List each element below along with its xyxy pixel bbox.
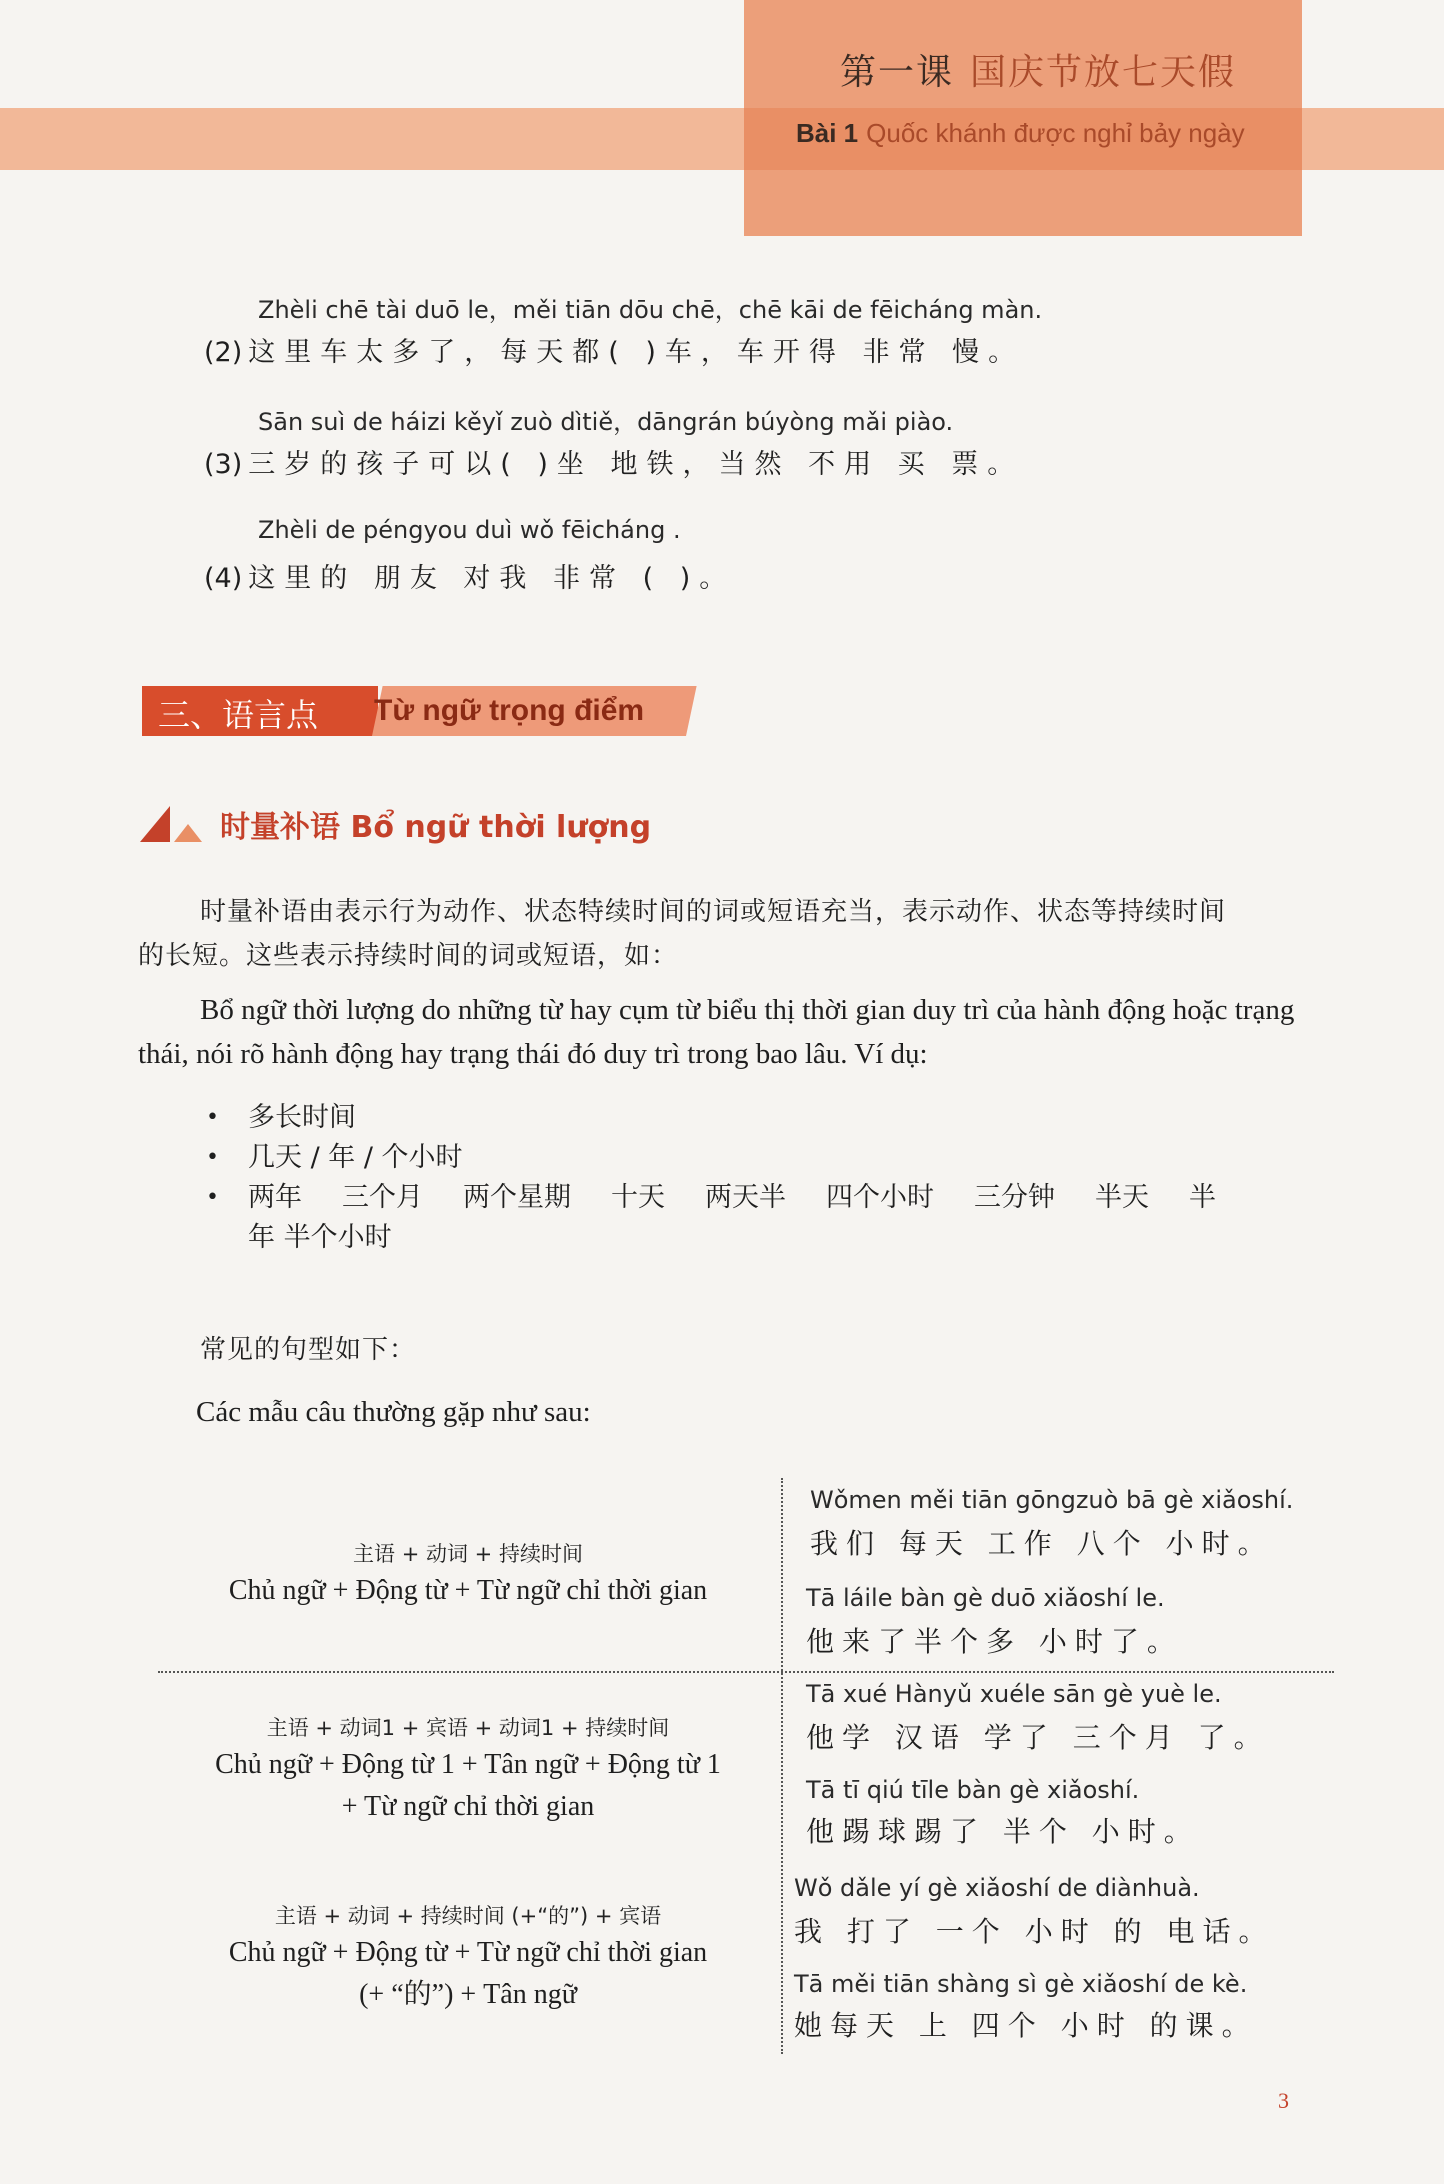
pattern-3 (160, 1900, 776, 2016)
pattern-1-cn: 主语 + 动词 + 持续时间 (353, 1542, 583, 1566)
intro-vi-line-2: thái, nói rõ hành động hay trạng thái đó duy trì trong bao lâu. Ví dụ: (138, 1038, 928, 1070)
intro-cn-line-2: 的长短。这些表示持续时间的词或短语，如： (138, 941, 679, 971)
pattern-1-example-1-pinyin: Wǒmen měi tiān gōngzuò bā gè xiǎoshí. (810, 1486, 1294, 1514)
list-item: • 几天 / 年 / 个小时 (206, 1142, 463, 1173)
section-heading-vi: Từ ngữ trọng điểm (374, 694, 645, 727)
pattern-1-example-1-chinese: 我们 每天 工作 八个 小时。 (810, 1527, 1274, 1560)
exercise-2-sentence: 这里车太多了，每天都( )车，车开得 非常 慢。 (248, 337, 1025, 368)
pattern-3-example-2-chinese: 她每天 上 四个 小时 的课。 (794, 2009, 1258, 2042)
pattern-1-vi: Chủ ngữ + Động từ + Từ ngữ chỉ thời gian (228, 1575, 708, 1606)
triangle-bullet-icon (140, 806, 202, 842)
pattern-2-example-2-chinese: 他踢球踢了 半个 小时。 (806, 1815, 1200, 1848)
pattern-3-vi-line-2: (+ “的”) + Tân ngữ (359, 1979, 577, 2010)
page-number: 3 (1278, 2088, 1289, 2113)
pattern-1 (160, 1538, 776, 1612)
pattern-1-example-2-pinyin: Tā láile bàn gè duō xiǎoshí le. (806, 1584, 1165, 1612)
exercise-2-pinyin: Zhèli chē tài duō le，měi tiān dōu chē，chē kāi de fēicháng màn. (258, 296, 1043, 324)
lesson-name-vi: Quốc khánh được nghỉ bảy ngày (866, 118, 1245, 148)
exercise-3-number: (3) (204, 449, 243, 480)
topic-title (220, 802, 651, 846)
exercise-2-number: (2) (204, 337, 243, 368)
lesson-title-cn (840, 44, 1236, 95)
exercise-4-chinese (204, 556, 735, 595)
pattern-2-example-1-pinyin: Tā xué Hànyǔ xuéle sān gè yuè le. (806, 1680, 1222, 1708)
table-column-divider (781, 1478, 783, 2054)
pattern-3-example-2-pinyin: Tā měi tiān shàng sì gè xiǎoshí de kè. (794, 1970, 1248, 1998)
pattern-3-cn: 主语 + 动词 + 持续时间 (+“的”) + 宾语 (274, 1904, 662, 1928)
exercise-3-sentence: 三岁的孩子可以( )坐 地铁，当然 不用 买 票。 (248, 449, 1024, 480)
intro-cn-line-1: 时量补语由表示行为动作、状态特续时间的词或短语充当，表示动作、状态等持续时间 (200, 897, 1227, 927)
lesson-number-vi: Bài 1 (796, 118, 859, 148)
exercise-3-pinyin: Sān suì de háizi kěyǐ zuò dìtiě，dāngrán búyòng mǎi piào. (258, 408, 954, 436)
pattern-2-example-2-pinyin: Tā tī qiú tīle bàn gè xiǎoshí. (806, 1776, 1140, 1804)
section-heading-cn: 三、语言点 (158, 696, 319, 734)
pattern-3-example-1-chinese: 我 打了 一个 小时 的 电话。 (794, 1915, 1275, 1948)
exercise-3-chinese (204, 442, 1023, 481)
intro-vi-line-1: Bổ ngữ thời lượng do những từ hay cụm từ biểu thị thời gian duy trì của hành động hoặc trạng (200, 994, 1295, 1026)
lesson-name-cn: 国庆节放七天假 (970, 52, 1237, 93)
table-row-divider (158, 1671, 1334, 1673)
pattern-3-example-1-pinyin: Wǒ dǎle yí gè xiǎoshí de diànhuà. (794, 1874, 1200, 1902)
exercise-4-sentence: 这里的 朋友 对我 非常 ( )。 (248, 563, 736, 594)
duration-examples-list (200, 1098, 1300, 1258)
lesson-number-cn: 第一课 (840, 52, 955, 93)
pattern-2-vi-line-1: Chủ ngữ + Động từ 1 + Tân ngữ + Động từ 1 (215, 1749, 721, 1780)
list-item: • 多长时间 (206, 1102, 356, 1133)
topic-title-cn: 时量补语 (220, 810, 340, 845)
pattern-2-vi-line-2: + Từ ngữ chỉ thời gian (341, 1791, 595, 1822)
pattern-2 (160, 1712, 776, 1828)
exercise-4-number: (4) (204, 563, 243, 594)
pattern-1-example-2-chinese: 他来了半个多 小时了。 (806, 1625, 1183, 1658)
topic-title-vi: Bổ ngữ thời lượng (350, 810, 652, 845)
pattern-2-example-1-chinese: 他学 汉语 学了 三个月 了。 (806, 1721, 1270, 1754)
patterns-intro-vi: Các mẫu câu thường gặp như sau: (196, 1396, 591, 1428)
lesson-title-vi (796, 118, 1245, 149)
patterns-intro-cn: 常见的句型如下： (200, 1335, 417, 1365)
list-item: • 两年 三个月 两个星期 十天 两天半 四个小时 三分钟 半天 半 年 半个小时 (206, 1182, 1216, 1253)
pattern-3-vi-line-1: Chủ ngữ + Động từ + Từ ngữ chỉ thời gian (228, 1937, 708, 1968)
pattern-2-cn: 主语 + 动词1 + 宾语 + 动词1 + 持续时间 (266, 1716, 670, 1740)
exercise-4-pinyin: Zhèli de péngyou duì wǒ fēicháng . (258, 516, 681, 544)
exercise-2-chinese (204, 330, 1024, 369)
